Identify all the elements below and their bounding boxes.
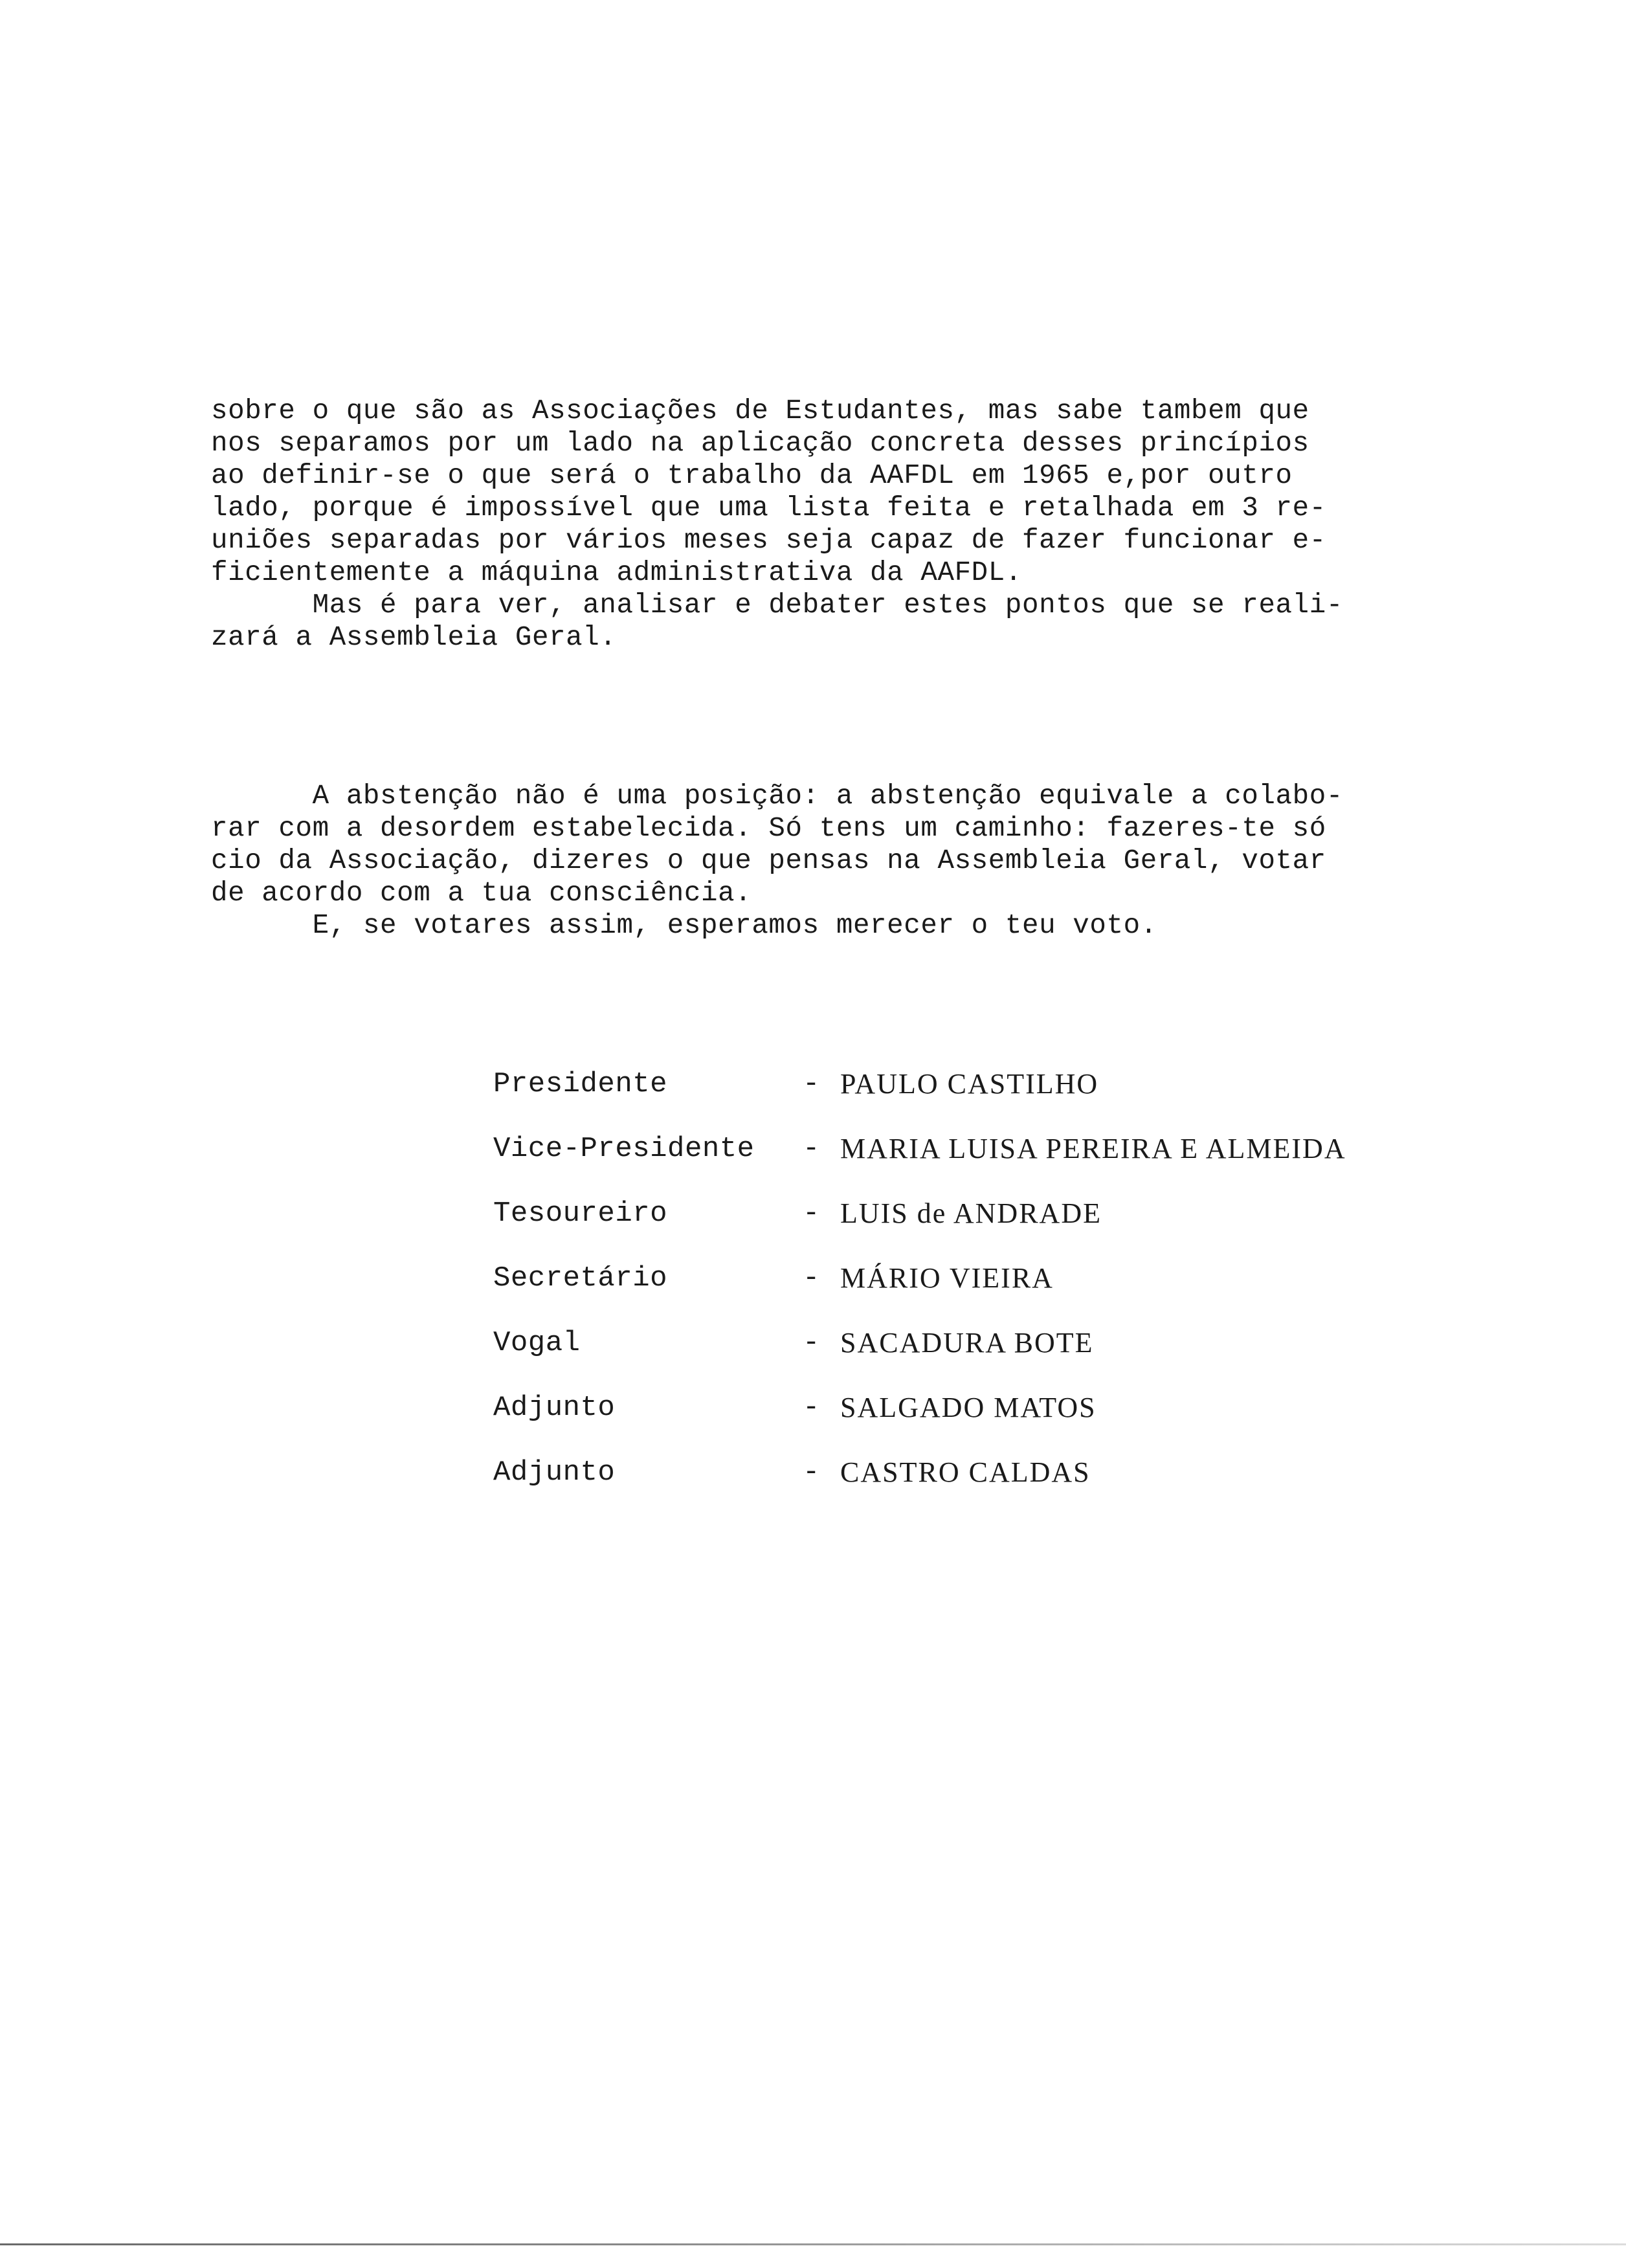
separator-dash: -	[803, 1133, 820, 1165]
candidate-row	[493, 1195, 1464, 1260]
text-line: sobre o que são as Associações de Estudantes, mas sabe tambem que	[211, 395, 1309, 427]
candidate-name: SALGADO MATOS	[840, 1392, 1097, 1423]
text-line: uniões separadas por vários meses seja capaz de fazer funcionar e-	[211, 525, 1326, 556]
separator-dash: -	[803, 1456, 820, 1489]
candidate-name: LUIS de ANDRADE	[840, 1197, 1102, 1229]
text-line: nos separamos por um lado na aplicação concreta desses princípios	[211, 428, 1309, 459]
text-line: A abstenção não é uma posição: a abstenção equivale a colabo-	[211, 781, 1343, 812]
text-line: ficientemente a máquina administrativa da AAFDL.	[211, 557, 1022, 588]
candidate-row	[493, 1131, 1464, 1195]
candidate-row	[493, 1066, 1464, 1131]
text-line: cio da Associação, dizeres o que pensas na Assembleia Geral, votar	[211, 845, 1326, 876]
candidate-name: SACADURA BOTE	[840, 1327, 1094, 1359]
candidate-list	[493, 1066, 1464, 1519]
candidate-name: MÁRIO VIEIRA	[840, 1262, 1054, 1294]
candidate-role: Presidente	[493, 1068, 668, 1100]
candidate-role: Adjunto	[493, 1392, 616, 1424]
candidate-role: Vice-Presidente	[493, 1133, 755, 1165]
separator-dash: -	[803, 1262, 820, 1295]
candidate-row	[493, 1454, 1464, 1519]
body-paragraph-2	[211, 780, 1519, 942]
text-line: ao definir-se o que será o trabalho da AAFDL em 1965 e,por outro	[211, 460, 1293, 491]
body-paragraph-1	[211, 395, 1519, 654]
candidate-role: Tesoureiro	[493, 1197, 668, 1230]
text-line: lado, porque é impossível que uma lista feita e retalhada em 3 re-	[211, 493, 1326, 524]
separator-dash: -	[803, 1197, 820, 1230]
candidate-name: PAULO CASTILHO	[840, 1068, 1099, 1100]
candidate-role: Vogal	[493, 1327, 581, 1359]
candidate-role: Adjunto	[493, 1456, 616, 1489]
candidate-role: Secretário	[493, 1262, 668, 1295]
separator-dash: -	[803, 1068, 820, 1100]
candidate-row	[493, 1390, 1464, 1454]
page-edge-rule	[0, 2243, 1626, 2245]
candidate-name: CASTRO CALDAS	[840, 1456, 1091, 1488]
text-line: de acordo com a tua consciência.	[211, 878, 752, 909]
text-line: Mas é para ver, analisar e debater estes pontos que se reali-	[211, 590, 1343, 621]
candidate-row	[493, 1325, 1464, 1390]
text-line: zará a Assembleia Geral.	[211, 622, 617, 653]
candidate-name: MARIA LUISA PEREIRA E ALMEIDA	[840, 1133, 1346, 1164]
text-line: E, se votares assim, esperamos merecer o teu voto.	[211, 910, 1157, 941]
text-line: rar com a desordem estabelecida. Só tens um caminho: fazeres-te só	[211, 813, 1326, 844]
candidate-row	[493, 1260, 1464, 1325]
separator-dash: -	[803, 1327, 820, 1359]
separator-dash: -	[803, 1392, 820, 1424]
